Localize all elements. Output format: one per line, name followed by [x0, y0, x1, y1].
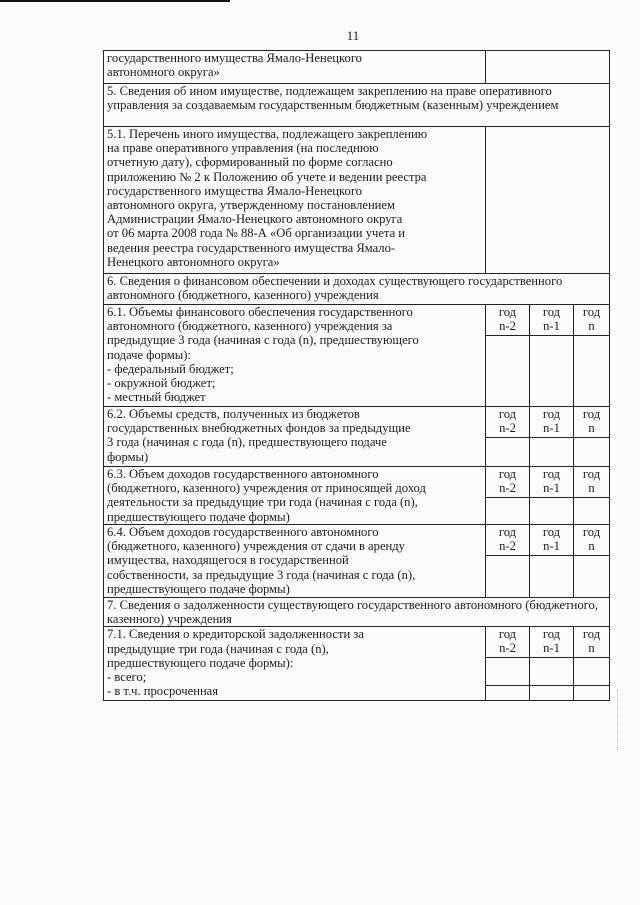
item-6-3-text: 6.3. Объем доходов государственного автономного (бюджетного, казенного) учреждения от приносящей доход деятельности за предыдущие три года (начиная с года (n), предшествующего подаче формы) — [104, 467, 486, 525]
value-cell — [574, 686, 610, 701]
value-cell — [486, 658, 530, 686]
item-5-1-text: 5.1. Перечень иного имущества, подлежащего закреплению на праве оперативного управления (на последнюю отчетную дату), сформированный по форме согласно приложению № 2 к Положению об учете и ведении реестра государственного имущества Ямало-Ненецкого автономного округа, утвержденному постановлением Администрации Ямало-Ненецкого автономного округа от 06 марта 2008 года № 88-А «Об организации учета и ведения реестра государственного имущества Ямало- Ненецкого автономного округа» — [104, 127, 486, 274]
section-5-heading: 5. Сведения об ином имуществе, подлежащем закреплению на праве оперативного управления за создаваемым государственным бюджетным (казенным) учреждением — [104, 84, 610, 127]
year-header-n: год n — [574, 627, 610, 658]
table-row — [104, 467, 610, 498]
list-item: - местный бюджет — [107, 390, 206, 405]
year-header-n-2: год n-2 — [486, 525, 530, 556]
table-row — [104, 127, 610, 274]
year-header-n-1: год n-1 — [530, 467, 574, 498]
year-header-n-1: год n-1 — [530, 407, 574, 438]
value-cell — [486, 127, 610, 274]
scan-artifact — [617, 690, 628, 750]
item-6-4-text: 6.4. Объем доходов государственного автономного (бюджетного, казенного) учреждения от сдачи в аренду имущества, находящегося в государственной собственности, за предыдущие 3 года (начиная с года (n), предшествующего подаче формы) — [104, 525, 486, 598]
value-cell — [486, 336, 530, 407]
table-row — [104, 84, 610, 127]
year-header-n-1: год n-1 — [530, 525, 574, 556]
year-header-n-2: год n-2 — [486, 305, 530, 336]
value-cell — [574, 498, 610, 525]
value-cell — [530, 438, 574, 467]
value-cell — [486, 51, 610, 84]
year-header-n-1: год n-1 — [530, 627, 574, 658]
table-row — [104, 51, 610, 84]
value-cell — [574, 556, 610, 598]
table-row — [104, 598, 610, 627]
value-cell — [486, 556, 530, 598]
table-row — [104, 525, 610, 556]
value-cell — [530, 686, 574, 701]
year-header-n-2: год n-2 — [486, 627, 530, 658]
year-header-n: год n — [574, 467, 610, 498]
year-header-n-2: год n-2 — [486, 467, 530, 498]
value-cell — [486, 498, 530, 525]
table-row — [104, 305, 610, 336]
list-item: - в т.ч. просроченная — [107, 684, 219, 699]
table-row — [104, 407, 610, 438]
year-header-n: год n — [574, 305, 610, 336]
value-cell — [530, 498, 574, 525]
value-cell — [574, 658, 610, 686]
value-cell — [530, 336, 574, 407]
list-item: - всего; — [107, 670, 147, 685]
item-7-1-text: 7.1. Сведения о кредиторской задолженности за предыдущие три года (начиная с года (n), предшествующего подаче формы): - всего; - в т.ч. просроченная — [104, 627, 486, 701]
section-7-heading: 7. Сведения о задолженности существующего государственного автономного (бюджетного, казенного) учреждения — [104, 598, 610, 627]
item-6-2-text: 6.2. Объемы средств, полученных из бюджетов государственных внебюджетных фондов за предыдущие 3 года (начиная с года (n), предшествующего подаче формы) — [104, 407, 486, 467]
value-cell — [574, 336, 610, 407]
list-item: - федеральный бюджет; — [107, 361, 234, 376]
value-cell — [574, 438, 610, 467]
row-continuation-text: государственного имущества Ямало-Ненецкого автономного округа» — [104, 51, 486, 84]
value-cell — [486, 686, 530, 701]
value-cell — [530, 556, 574, 598]
year-header-n-2: год n-2 — [486, 407, 530, 438]
report-form-table — [103, 50, 610, 701]
value-cell — [530, 658, 574, 686]
section-6-heading: 6. Сведения о финансовом обеспечении и доходах существующего государственного автономного (бюджетного, казенного) учреждения — [104, 274, 610, 305]
value-cell — [486, 438, 530, 467]
list-item: - окружной бюджет; — [107, 376, 216, 391]
year-header-n: год n — [574, 525, 610, 556]
item-6-1-text: 6.1. Объемы финансового обеспечения государственного автономного (бюджетного, казенного) учреждения за предыдущие 3 года (начиная с года (n), предшествующего подаче формы): - федеральный бюджет; - окружной бюджет; - местный бюджет — [104, 305, 486, 407]
top-edge-line — [0, 0, 230, 2]
page-number: 11 — [346, 28, 360, 43]
table-row — [104, 274, 610, 305]
year-header-n-1: год n-1 — [530, 305, 574, 336]
year-header-n: год n — [574, 407, 610, 438]
table-row — [104, 627, 610, 658]
